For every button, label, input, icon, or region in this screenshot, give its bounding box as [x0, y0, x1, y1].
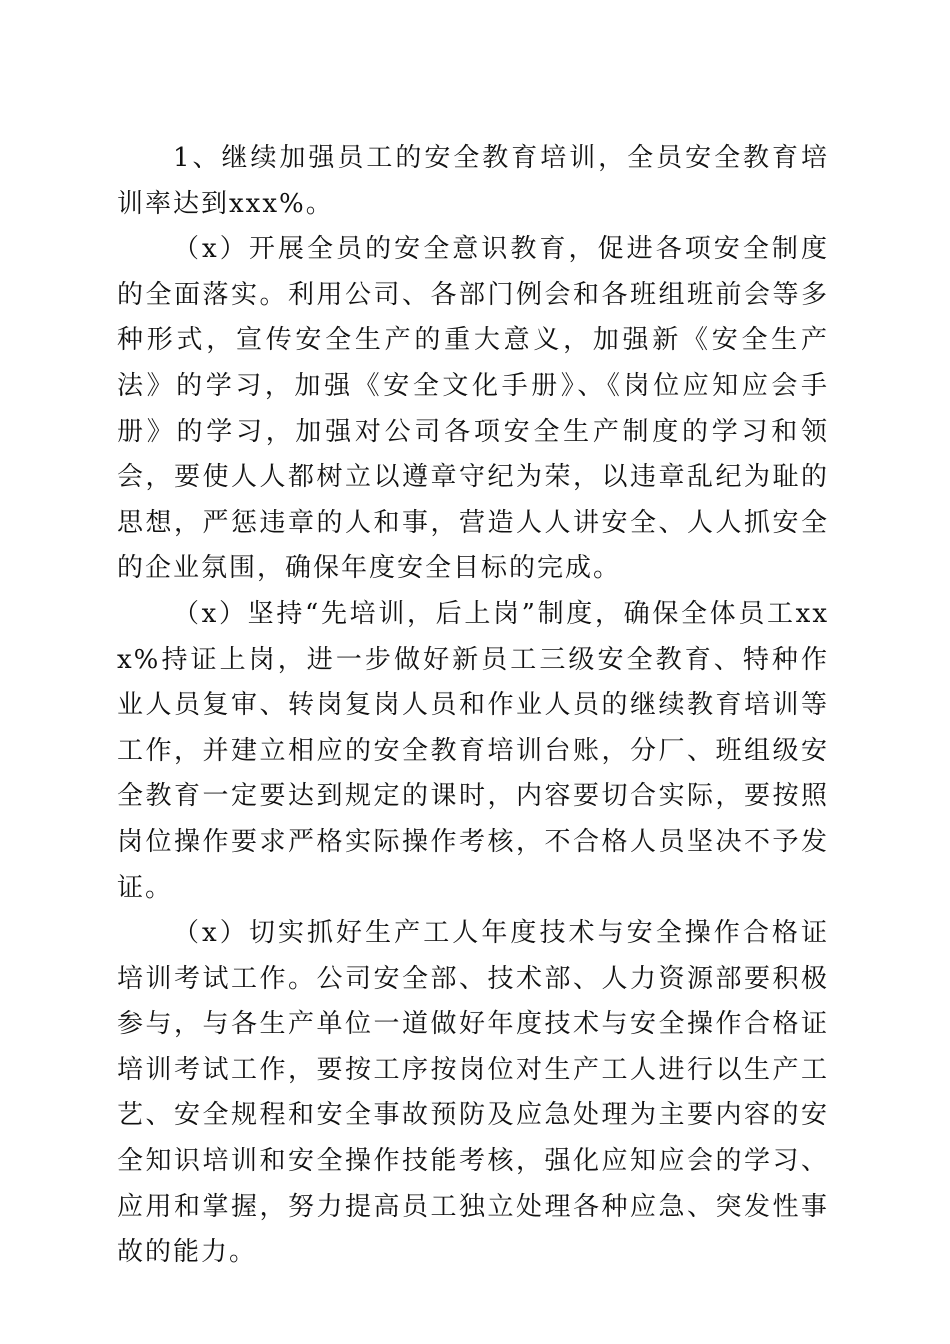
- paragraph-safety-awareness: （x）开展全员的安全意识教育，促进各项安全制度的全面落实。利用公司、各部门例会和各班组班前会等多种形式，宣传安全生产的重大意义，加强新《安全生产法》的学习，加强《安全文化手册》、《岗位应知应会手册》的学习，加强对公司各项安全生产制度的学习和领会，要使人人都树立以遵章守纪为荣，以违章乱纪为耻的思想，严惩违章的人和事，营造人人讲安全、人人抓安全的企业氛围，确保年度安全目标的完成。: [117, 234, 829, 584]
- paragraph-training-rate: 1、继续加强员工的安全教育培训，全员安全教育培训率达到xxx%。: [117, 143, 829, 219]
- document-body: [117, 136, 829, 1276]
- paragraph-operation-certificate: （x）切实抓好生产工人年度技术与安全操作合格证培训考试工作。公司安全部、技术部、人力资源部要积极参与，与各生产单位一道做好年度技术与安全操作合格证培训考试工作，要按工序按岗位对生产工人进行以生产工艺、安全规程和安全事故预防及应急处理为主要内容的安全知识培训和安全操作技能考核，强化应知应会的学习、应用和掌握，努力提高员工独立处理各种应急、突发性事故的能力。: [117, 918, 829, 1268]
- paragraph-certified-posts: （x）坚持“先培训，后上岗”制度，确保全体员工xxx%持证上岗，进一步做好新员工三级安全教育、特种作业人员复审、转岗复岗人员和作业人员的继续教育培训等工作，并建立相应的安全教育培训台账，分厂、班组级安全教育一定要达到规定的课时，内容要切合实际，要按照岗位操作要求严格实际操作考核，不合格人员坚决不予发证。: [117, 598, 829, 903]
